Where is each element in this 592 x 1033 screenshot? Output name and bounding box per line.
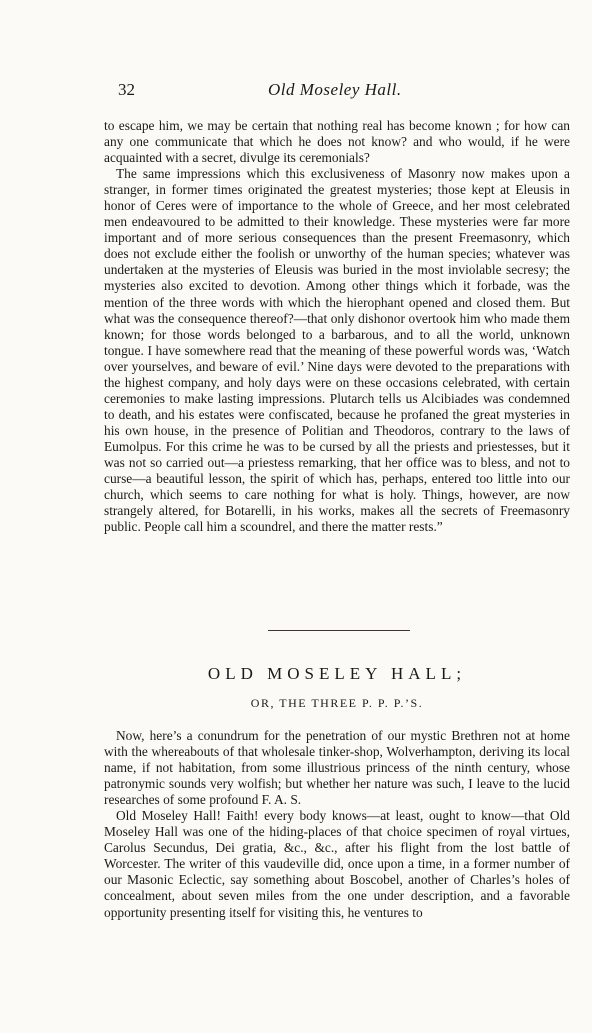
chapter-title: OLD MOSELEY HALL; bbox=[207, 664, 467, 683]
running-title: Old Moseley Hall. bbox=[268, 80, 402, 99]
page-header bbox=[118, 80, 573, 104]
section-1-text bbox=[104, 118, 570, 535]
page-number: 32 bbox=[118, 80, 135, 99]
paragraph-1: to escape him, we may be certain that nothing real has become known ; for how can any one communicate that which he does not know? and who would, if he were acquainted with a secret, divulge its ceremonials? bbox=[104, 118, 570, 166]
paragraph-3: Now, here’s a conundrum for the penetration of our mystic Brethren not at home with the whereabouts of that wholesale tinker-shop, Wolverhampton, deriving its local name, if not habitation, from some illustrious princess of the ninth century, whose patronymic sounds very wolfish; but whether her nature was such, I leave to the lucid researches of some profound F. A. S. bbox=[104, 728, 570, 808]
section-2-text bbox=[104, 728, 570, 921]
section-divider bbox=[268, 630, 410, 631]
paragraph-4: Old Moseley Hall! Faith! every body knows—at least, ought to know—that Old Moseley Hall was one of the hiding-places of that choice specimen of royal virtues, Carolus Secundus, Dei gratia, &c., &c., after his flight from the lost battle of Worcester. The writer of this vaudeville did, once upon a time, in a former number of our Masonic Eclectic, say something about Boscobel, another of Charles’s holes of concealment, about seven miles from the one under description, and a favorable opportunity presenting itself for visiting this, he ventures to bbox=[104, 808, 570, 920]
chapter-subtitle: OR, THE THREE P. P. P.’S. bbox=[250, 696, 424, 710]
paragraph-2: The same impressions which this exclusiveness of Masonry now makes upon a stranger, in former times originated the greatest mysteries; those kept at Eleusis in honor of Ceres were of importance to the whole of Greece, and her most celebrated men endeavoured to be admitted to their knowledge. These mysteries were far more important and of more serious consequences than the present Freemasonry, which does not exclude either the foolish or unworthy of the human species; whatever was undertaken at the mysteries of Eleusis was buried in the most inviolable secresy; the mysteries also excited to devotion. Among other things which it forbade, was the mention of the three words with which the hierophant opened and closed them. But what was the consequence thereof?—that only dishonor overtook him who made them known; for those words belonged to a barbarous, and to all the world, unknown tongue. I have somewhere read that the meaning of these powerful words was, ‘Watch over yourselves, and beware of evil.’ Nine days were devoted to the preparations with the highest company, and holy days were on these occasions celebrated, with certain ceremonies to make lasting impressions. Plutarch tells us Alcibiades was condemned to death, and his estates were confiscated, because he profaned the great mysteries in his own house, in the presence of Politian and Theodoros, contrary to the laws of Eumolpus. For this crime he was to be cursed by all the priests and priestesses, but it was not so carried out—a priestess remarking, that her office was to bless, and not to curse—a beautiful lesson, the spirit of which has, perhaps, entered too little into our church, which seems to care nothing for what is holy. Things, however, are now strangely altered, for Botarelli, in his works, makes all the secrets of Freemasonry public. People call him a scoundrel, and there the matter rests.” bbox=[104, 166, 570, 535]
